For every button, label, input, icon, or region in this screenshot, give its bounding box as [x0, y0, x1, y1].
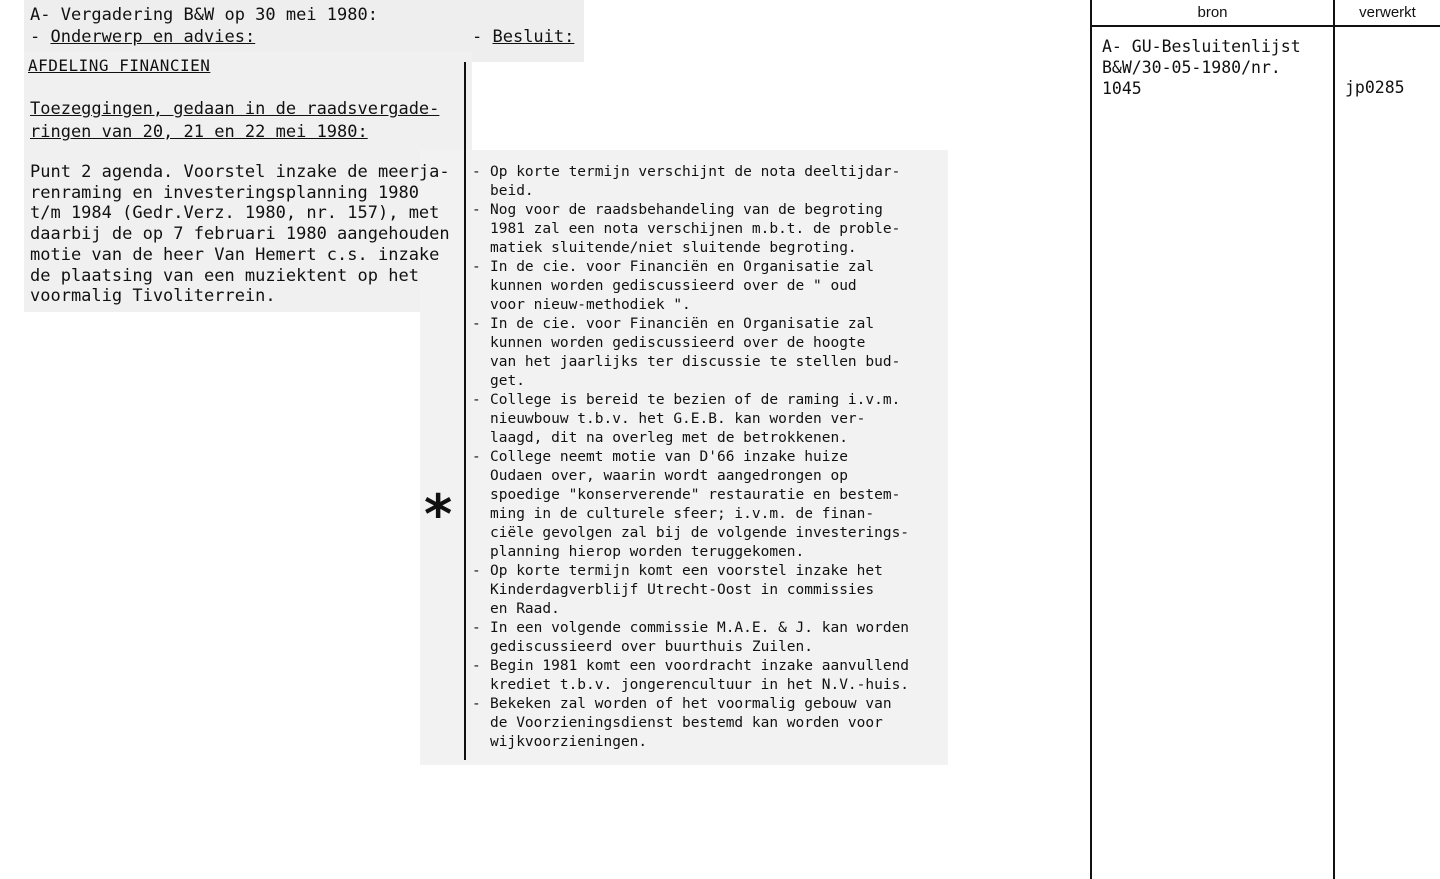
subject-line: de plaatsing van een muziektent op het	[30, 265, 419, 286]
subject-text	[30, 162, 460, 307]
decision-line: In de cie. voor Financiën en Organisatie zal	[490, 259, 875, 275]
decision-line: laagd, dit na overleg met de betrokkenen.	[490, 430, 848, 446]
bron-reference	[1102, 36, 1301, 99]
decision-item	[472, 163, 942, 201]
subject-line: voormalig Tivoliterrein.	[30, 286, 276, 307]
decision-line: krediet t.b.v. jongerencultuur in het N.V.-huis.	[490, 677, 910, 693]
decision-item	[472, 448, 942, 562]
decision-item	[472, 562, 942, 619]
decision-line: spoedige "konserverende" restauratie en bestem-	[490, 487, 901, 503]
decision-line: voor nieuw-methodiek ".	[490, 297, 691, 313]
decision-line: nieuwbouw t.b.v. het G.E.B. kan worden ver-	[490, 411, 866, 427]
decision-line: Bekeken zal worden of het voormalig gebouw van	[490, 696, 892, 712]
decision-item	[472, 201, 942, 258]
meeting-title: A- Vergadering B&W op 30 mei 1980:	[30, 5, 378, 25]
decision-line: Oudaen over, waarin wordt aangedrongen op	[490, 468, 848, 484]
asterisk-mark: *	[424, 483, 453, 546]
subject-line: motie van de heer Van Hemert c.s. inzake	[30, 244, 440, 265]
commitments-title-line: Toezeggingen, gedaan in de raadsvergade-	[30, 99, 440, 119]
subject-label: Onderwerp en advies:	[50, 27, 256, 47]
decision-line: van het jaarlijks ter discussie te stellen bud-	[490, 354, 901, 370]
dash-marker: -	[472, 620, 481, 636]
decision-prefix: -	[472, 27, 493, 47]
subject-line: t/m 1984 (Gedr.Verz. 1980, nr. 157), met	[30, 203, 440, 224]
subject-line: Punt 2 agenda. Voorstel inzake de meerja-	[30, 162, 450, 182]
decision-line: kunnen worden gediscussieerd over de " oud	[490, 278, 857, 294]
decision-line: Nog voor de raadsbehandeling van de begroting	[490, 202, 883, 218]
commitments-title	[30, 98, 460, 144]
dash-marker: -	[472, 658, 481, 674]
decision-line: Begin 1981 komt een voordracht inzake aanvullend	[490, 658, 910, 674]
dash-marker: -	[472, 449, 481, 465]
verwerkt-value: jp0285	[1345, 78, 1405, 97]
commitments-title-line: ringen van 20, 21 en 22 mei 1980:	[30, 122, 368, 142]
dash-marker: -	[472, 259, 481, 275]
decision-line: ming in de culturele sfeer; i.v.m. de finan-	[490, 506, 875, 522]
bron-line: B&W/30-05-1980/nr.	[1102, 58, 1281, 77]
decision-heading	[472, 27, 574, 47]
subject-line: renraming en investeringsplanning 1980	[30, 182, 419, 203]
decision-label: Besluit:	[492, 27, 575, 47]
decision-line: wijkvoorzieningen.	[490, 734, 648, 750]
decision-line: get.	[490, 373, 525, 389]
decision-item	[472, 695, 942, 752]
decision-line: In de cie. voor Financiën en Organisatie zal	[490, 316, 875, 332]
verwerkt-header: verwerkt	[1359, 4, 1416, 21]
bron-line: A- GU-Besluitenlijst	[1102, 37, 1301, 56]
dash-marker: -	[472, 563, 481, 579]
decision-line: 1981 zal een nota verschijnen m.b.t. de proble-	[490, 221, 901, 237]
decision-item	[472, 657, 942, 695]
decision-item	[472, 391, 942, 448]
sidebar-header-rule	[1090, 25, 1440, 27]
subject-prefix: -	[30, 27, 51, 47]
subject-line: daarbij de op 7 februari 1980 aangehouden	[30, 224, 450, 245]
dash-marker: -	[472, 316, 481, 332]
decision-line: beid.	[490, 183, 534, 199]
dash-marker: -	[472, 202, 481, 218]
decision-line: Op korte termijn komt een voorstel inzake het	[490, 563, 883, 579]
decision-item	[472, 258, 942, 315]
decision-line: matiek sluitende/niet sluitende begroting.	[490, 240, 857, 256]
subject-heading	[30, 27, 255, 47]
decision-line: In een volgende commissie M.A.E. & J. kan worden	[490, 620, 910, 636]
sidebar-left-border	[1090, 0, 1092, 879]
decision-line: Kinderdagverblijf Utrecht-Oost in commissies	[490, 582, 875, 598]
decision-line: planning hierop worden teruggekomen.	[490, 544, 805, 560]
sidebar-column-divider	[1333, 0, 1335, 879]
decision-list	[472, 163, 942, 752]
decision-line: ciële gevolgen zal bij de volgende investerings-	[490, 525, 910, 541]
decision-item	[472, 619, 942, 657]
decision-line: de Voorzieningsdienst bestemd kan worden voor	[490, 715, 883, 731]
dash-marker: -	[472, 696, 481, 712]
decision-line: College neemt motie van D'66 inzake huize	[490, 449, 848, 465]
decision-line: College is bereid te bezien of de raming i.v.m.	[490, 392, 901, 408]
decision-line: gediscussieerd over buurthuis Zuilen.	[490, 639, 814, 655]
department-title: AFDELING FINANCIEN	[28, 56, 211, 75]
bron-header: bron	[1197, 4, 1228, 21]
decision-line: Op korte termijn verschijnt de nota deeltijdar-	[490, 164, 901, 180]
decision-line: kunnen worden gediscussieerd over de hoogte	[490, 335, 866, 351]
decision-line: en Raad.	[490, 601, 560, 617]
column-divider	[464, 62, 466, 760]
dash-marker: -	[472, 392, 481, 408]
decision-item	[472, 315, 942, 391]
dash-marker: -	[472, 164, 481, 180]
bron-line: 1045	[1102, 79, 1142, 98]
